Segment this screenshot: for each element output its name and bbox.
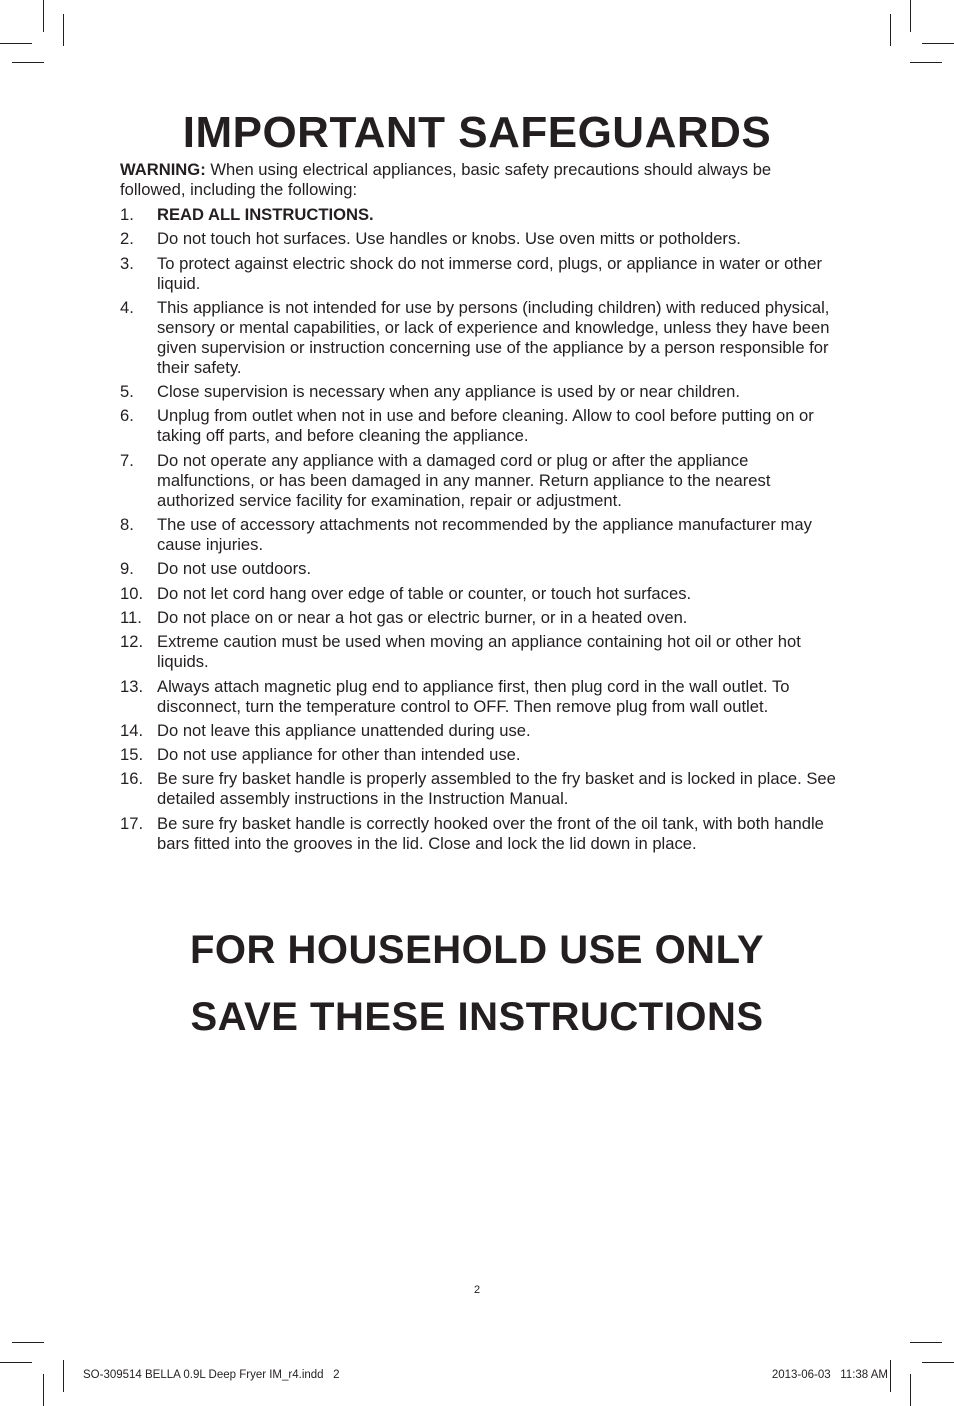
item-number: 14. [120,720,144,740]
item-text: Do not touch hot surfaces. Use handles or knobs. Use oven mitts or potholders. [157,229,741,249]
list-item [120,382,838,402]
crop-mark [910,1374,911,1406]
date-slug: 2013-06-03 11:38 AM [771,1369,888,1381]
list-item [120,298,838,378]
item-text: Do not let cord hang over edge of table or counter, or touch hot surfaces. [157,583,692,603]
crop-mark [12,62,44,63]
crop-mark [890,1360,891,1392]
crop-mark [63,14,64,46]
item-number: 6. [120,406,134,426]
item-number: 7. [120,450,134,470]
item-text: Do not use appliance for other than intended use. [157,745,521,765]
item-text: The use of accessory attachments not recommended by the appliance manufacturer may cause injuries. [157,515,812,555]
item-number: 16. [120,769,144,789]
list-item [120,632,838,672]
crop-mark [922,1362,954,1363]
crop-mark [910,1342,942,1343]
warning-label: WARNING: [120,160,206,179]
list-item [120,229,838,249]
household-use-heading: FOR HOUSEHOLD USE ONLY [189,928,765,972]
list-item [120,769,838,809]
item-number: 17. [120,813,144,833]
crop-mark [43,0,44,32]
item-text: Be sure fry basket handle is correctly hooked over the front of the oil tank, with both handle bars fitted into the grooves in the lid. Close and lock the lid down in place. [157,813,824,853]
crop-mark [910,0,911,32]
item-text: Close supervision is necessary when any appliance is used by or near children. [157,382,740,402]
list-item [120,451,838,511]
list-item [120,814,838,854]
item-number: 4. [120,297,134,317]
item-number: 13. [120,676,144,696]
warning-paragraph [120,160,838,200]
file-slug: SO-309514 BELLA 0.9L Deep Fryer IM_r4.indd 2 [83,1369,340,1381]
list-item [120,745,838,765]
item-number: 1. [120,205,134,224]
item-text: Do not leave this appliance unattended during use. [157,720,531,740]
page-number: 2 [473,1284,481,1296]
item-text: Be sure fry basket handle is properly assembled to the fry basket and is locked in place. See detailed assembly instructions in the Instruction Manual. [157,769,836,809]
crop-mark [910,62,942,63]
crop-mark [0,43,32,44]
list-item [120,584,838,604]
crop-mark [0,1362,32,1363]
item-number: 12. [120,632,144,652]
item-number: 5. [120,382,134,402]
item-text: Always attach magnetic plug end to appliance first, then plug cord in the wall outlet. To disconnect, turn the temperature control to OFF. Then remove plug from wall outlet. [157,676,790,716]
item-number: 11. [120,607,142,627]
crop-mark [43,1374,44,1406]
crop-mark [890,14,891,46]
item-number: 9. [120,559,134,579]
list-item [120,406,838,446]
item-text: This appliance is not intended for use by persons (including children) with reduced physical, sensory or mental capabilities, or lack of experience and knowledge, unless they have been given supervision or instruction concerning use of the appliance by a person responsible for their safety. [157,297,830,377]
list-item [120,608,838,628]
item-text: Do not use outdoors. [157,559,312,579]
item-text: Do not place on or near a hot gas or electric burner, or in a heated oven. [157,607,688,627]
item-number: 3. [120,253,134,273]
list-item [120,677,838,717]
safeguards-list [120,205,838,854]
list-item [120,254,838,294]
warning-text: When using electrical appliances, basic safety precautions should always be followed, including the following: [120,160,772,199]
list-item [120,559,838,579]
list-item [120,515,838,555]
list-item [120,205,838,225]
crop-mark [63,1360,64,1392]
item-number: 2. [120,229,134,249]
crop-mark [12,1342,44,1343]
page-title: IMPORTANT SAFEGUARDS [182,108,772,157]
item-number: 8. [120,515,134,535]
item-text: To protect against electric shock do not immerse cord, plugs, or appliance in water or other liquid. [157,253,822,293]
crop-mark [922,43,954,44]
item-text: READ ALL INSTRUCTIONS. [157,205,374,224]
list-item [120,721,838,741]
item-text: Do not operate any appliance with a damaged cord or plug or after the appliance malfunctions, or has been damaged in any manner. Return appliance to the nearest authorized service facility for examination, repair or adjustment. [157,450,771,510]
item-number: 10. [120,583,144,603]
item-text: Extreme caution must be used when moving an appliance containing hot oil or other hot liquids. [157,632,801,672]
item-text: Unplug from outlet when not in use and before cleaning. Allow to cool before putting on or taking off parts, and before cleaning the appliance. [157,406,814,446]
item-number: 15. [120,745,144,765]
safeguards-content [120,160,838,858]
save-instructions-heading: SAVE THESE INSTRUCTIONS [190,995,764,1039]
